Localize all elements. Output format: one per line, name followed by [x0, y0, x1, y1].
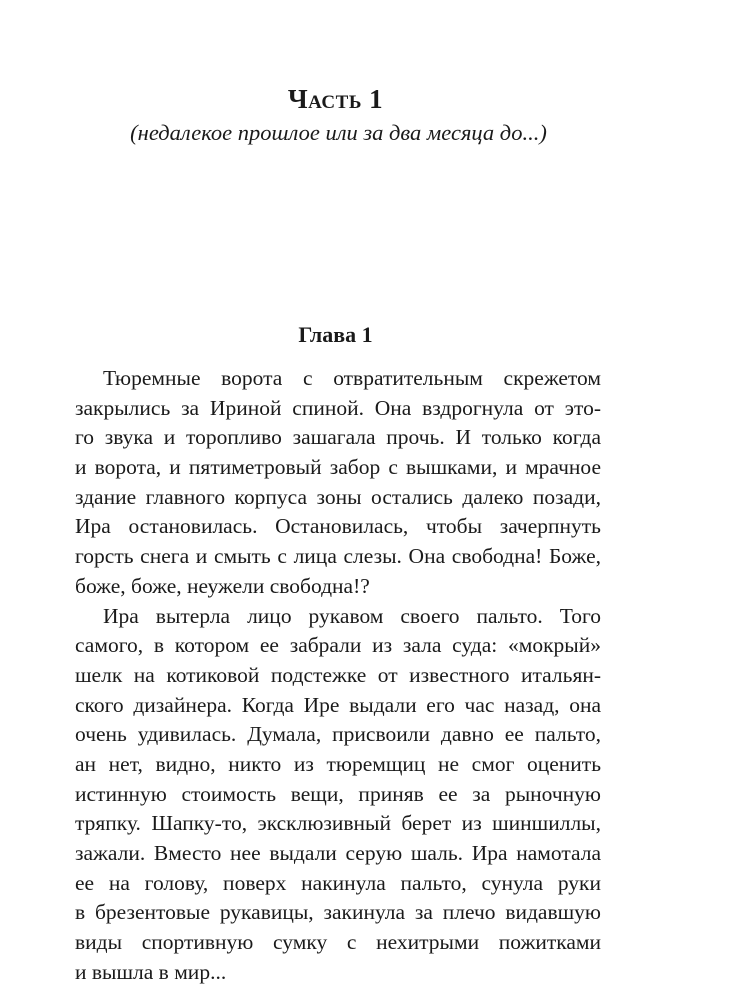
text-line: го звука и торопливо зашагала прочь. И только когда	[75, 425, 601, 450]
chapter-body	[75, 364, 601, 987]
paragraph-2	[75, 602, 601, 988]
text-line: горсть снега и смыть с лица слезы. Она свободна! Боже,	[75, 544, 601, 569]
text-line: боже, боже, неужели свободна!?	[75, 573, 370, 598]
text-line: Тюремные ворота с отвратительным скрежетом	[103, 366, 601, 390]
text-line: в брезентовые рукавицы, закинула за плечо видавшую	[75, 900, 601, 925]
text-line: тряпку. Шапку-то, эксклюзивный берет из шиншиллы,	[75, 811, 601, 836]
text-line: виды спортивную сумку с нехитрыми пожитками	[75, 930, 601, 955]
text-line: шелк на котиковой подстежке от известного итальян-	[75, 662, 601, 687]
text-line: ан нет, видно, никто из тюремщиц не смог оценить	[75, 751, 601, 776]
part-subtitle: (недалекое прошлое или за два месяца до...)	[130, 120, 547, 145]
text-line: зажали. Вместо нее выдали серую шаль. Ира намотала	[75, 841, 601, 865]
text-line: Ира остановилась. Остановилась, чтобы зачерпнуть	[75, 514, 601, 539]
text-line: здание главного корпуса зоны остались далеко позади,	[75, 484, 601, 509]
text-line: ского дизайнера. Когда Ире выдали его час назад, она	[75, 692, 601, 717]
text-line: истинную стоимость вещи, приняв ее за рыночную	[75, 781, 601, 806]
chapter-title: Глава 1	[298, 322, 373, 347]
text-line: закрылись за Ириной спиной. Она вздрогнула от это-	[75, 395, 601, 420]
text-line: очень удивилась. Думала, присвоили давно ее пальто,	[75, 722, 601, 747]
text-line: и вышла в мир...	[75, 959, 227, 984]
part-title: Часть 1	[287, 84, 384, 114]
text-line: и ворота, и пятиметровый забор с вышками, и мрачное	[75, 455, 601, 480]
paragraph-1	[75, 364, 601, 602]
text-line: Ира вытерла лицо рукавом своего пальто. Того	[103, 603, 601, 628]
text-line: самого, в котором ее забрали из зала суда: «мокрый»	[75, 633, 601, 658]
text-line: ее на голову, поверх накинула пальто, сунула руки	[75, 870, 601, 895]
